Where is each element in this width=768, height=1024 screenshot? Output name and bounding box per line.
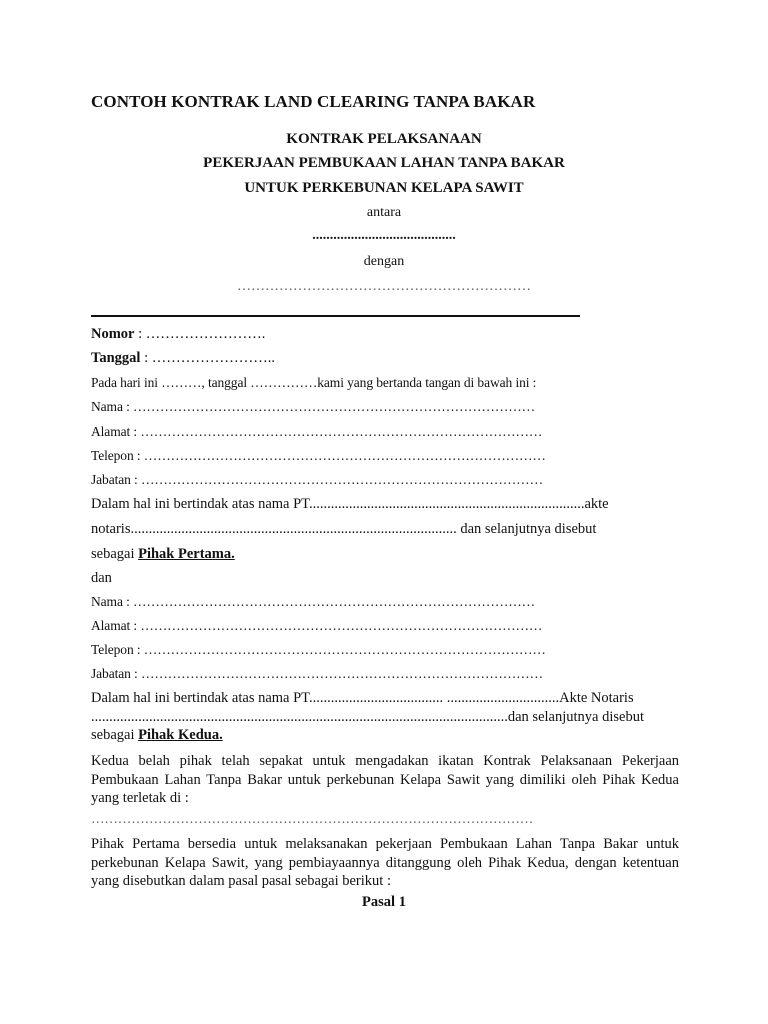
party1-name-blank: ......................................... bbox=[312, 228, 456, 243]
contract-heading-line1: KONTRAK PELAKSANAAN bbox=[286, 131, 482, 147]
pasal-heading: Pasal 1 bbox=[362, 894, 406, 910]
agreement-paragraph: Kedua belah pihak telah sepakat untuk mengadakan ikatan Kontrak Pelaksanaan Pekerjaan Pembukaan Lahan Tanpa Bakar untuk perkebunan Kelapa Sawit yang dimiliki oleh Pihak Kedua yang terletak di : bbox=[91, 753, 679, 806]
party2-notaris-line: ...................................................................................................................dan selanjutnya disebut bbox=[91, 709, 644, 725]
tanggal-field bbox=[91, 350, 275, 367]
party2-telepon: Telepon : ……………………………………………………………………………… bbox=[91, 642, 546, 657]
nomor-field bbox=[91, 326, 265, 343]
tanggal-label: Tanggal bbox=[91, 350, 141, 366]
location-blank: ……………………………………………………………………………………… bbox=[91, 811, 534, 826]
nomor-label: Nomor bbox=[91, 326, 135, 342]
dan-label: dan bbox=[91, 570, 112, 586]
tanggal-value: : …………………….. bbox=[140, 350, 275, 366]
party1-nama: Nama : ……………………………………………………………………………… bbox=[91, 399, 536, 414]
intro-line: Pada hari ini ………, tanggal ……………kami yang bertanda tangan di bawah ini : bbox=[91, 375, 537, 390]
party2-jabatan: Jabatan : ……………………………………………………………………………… bbox=[91, 666, 543, 681]
party2-acting-line: Dalam hal ini bertindak atas nama PT..................................... ...............................Akte Notaris bbox=[91, 690, 634, 706]
party1-jabatan: Jabatan : ……………………………………………………………………………… bbox=[91, 472, 543, 487]
party1-alamat: Alamat : ……………………………………………………………………………… bbox=[91, 424, 543, 439]
contract-heading-line2: PEKERJAAN PEMBUKAAN LAHAN TANPA BAKAR bbox=[203, 155, 565, 171]
dengan-label: dengan bbox=[363, 254, 405, 269]
party1-telepon: Telepon : ……………………………………………………………………………… bbox=[91, 448, 546, 463]
contract-heading-line3: UNTUK PERKEBUNAN KELAPA SAWIT bbox=[244, 180, 524, 196]
party2-role-line bbox=[91, 727, 223, 744]
commitment-paragraph: Pihak Pertama bersedia untuk melaksanakan pekerjaan Pembukaan Lahan Tanpa Bakar untuk perkebunan Kelapa Sawit, yang pembiayaannya ditanggung oleh Pihak Kedua, dengan ketentuan yang disebutkan dalam pasal pasal sebagai berikut : bbox=[91, 836, 679, 889]
party1-sebagai: sebagai bbox=[91, 546, 139, 562]
party2-nama: Nama : ……………………………………………………………………………… bbox=[91, 594, 536, 609]
header-divider bbox=[91, 315, 580, 317]
party2-name-blank: ……………………………………………………… bbox=[237, 279, 531, 294]
party2-alamat: Alamat : ……………………………………………………………………………… bbox=[91, 618, 543, 633]
antara-label: antara bbox=[366, 205, 402, 220]
party1-role: Pihak Pertama. bbox=[138, 546, 235, 562]
party1-role-line bbox=[91, 546, 235, 563]
document-title: CONTOH KONTRAK LAND CLEARING TANPA BAKAR bbox=[91, 92, 536, 111]
party2-role: Pihak Kedua. bbox=[138, 727, 223, 743]
party2-sebagai: sebagai bbox=[91, 727, 139, 743]
nomor-value: : ……………………. bbox=[134, 326, 266, 342]
party1-notaris-line: notaris.......................................................................................... dan selanjutnya disebut bbox=[91, 521, 597, 537]
party1-acting-line: Dalam hal ini bertindak atas nama PT............................................................................akte bbox=[91, 496, 609, 512]
